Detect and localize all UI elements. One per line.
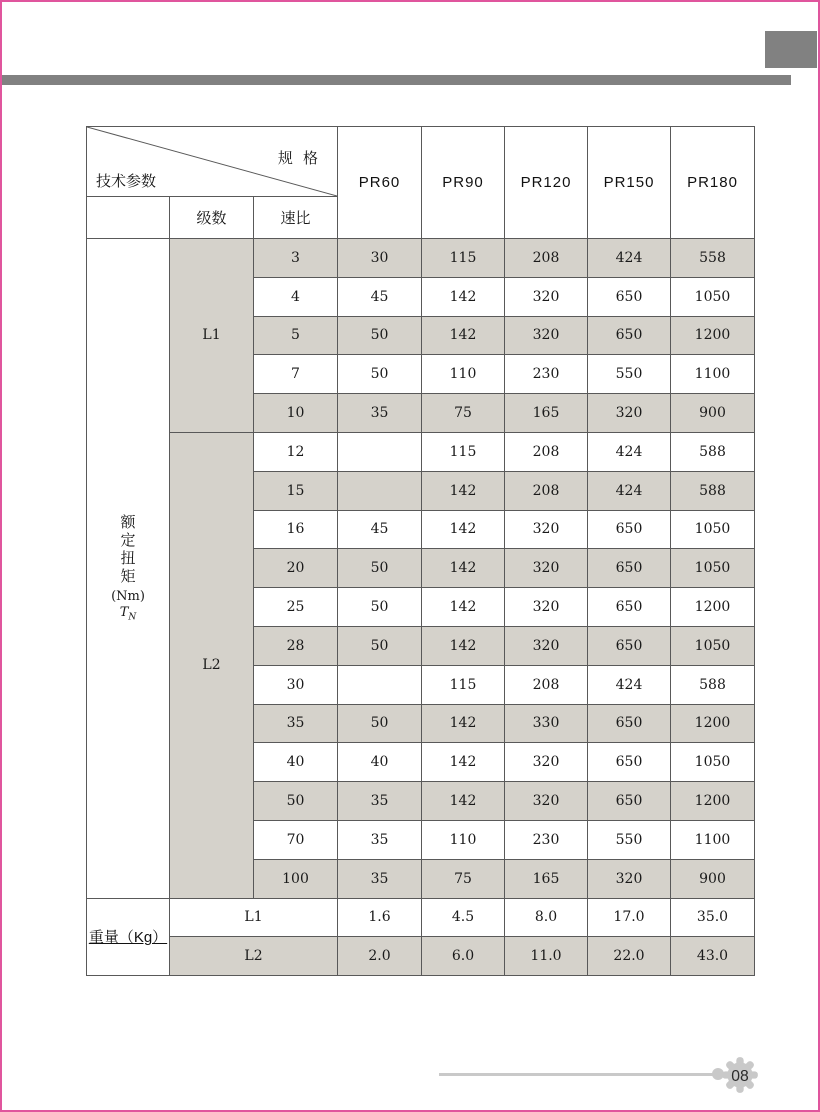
header-corner-block (765, 31, 817, 68)
torque-value-cell: 588 (671, 665, 755, 704)
ratio-cell: 70 (254, 820, 338, 859)
torque-value-cell: 650 (588, 626, 671, 665)
ratio-cell: 4 (254, 277, 338, 316)
torque-value-cell: 424 (588, 239, 671, 278)
torque-value-cell: 650 (588, 316, 671, 355)
torque-value-cell: 1050 (671, 277, 755, 316)
weight-row (87, 937, 755, 976)
torque-value-cell: 50 (338, 549, 422, 588)
weight-value-cell: 11.0 (505, 937, 588, 976)
torque-value-cell: 650 (588, 549, 671, 588)
torque-value-cell: 40 (338, 743, 422, 782)
ratio-cell: 100 (254, 859, 338, 898)
torque-value-cell: 208 (505, 432, 588, 471)
torque-value-cell: 650 (588, 277, 671, 316)
table-row (87, 432, 755, 471)
torque-value-cell: 320 (588, 394, 671, 433)
torque-value-cell: 115 (422, 665, 505, 704)
torque-value-cell: 320 (505, 510, 588, 549)
torque-value-cell: 320 (505, 316, 588, 355)
torque-value-cell: 558 (671, 239, 755, 278)
torque-value-cell: 1050 (671, 743, 755, 782)
torque-value-cell: 142 (422, 704, 505, 743)
ratio-cell: 50 (254, 782, 338, 821)
torque-value-cell: 650 (588, 743, 671, 782)
torque-value-cell: 588 (671, 432, 755, 471)
torque-value-cell: 1200 (671, 588, 755, 627)
ratio-cell: 30 (254, 665, 338, 704)
torque-value-cell: 320 (505, 277, 588, 316)
spec-label: 规 格 (277, 150, 321, 167)
torque-value-cell: 30 (338, 239, 422, 278)
torque-value-cell: 208 (505, 239, 588, 278)
weight-stage-cell: L1 (170, 898, 338, 937)
spec-table-body (87, 239, 755, 976)
ratio-cell: 10 (254, 394, 338, 433)
torque-value-cell: 330 (505, 704, 588, 743)
torque-value-cell: 35 (338, 820, 422, 859)
torque-value-cell: 424 (588, 432, 671, 471)
ratio-cell: 5 (254, 316, 338, 355)
torque-value-cell: 50 (338, 588, 422, 627)
torque-value-cell: 1100 (671, 355, 755, 394)
torque-value-cell: 900 (671, 394, 755, 433)
torque-value-cell: 320 (505, 782, 588, 821)
torque-value-cell: 650 (588, 588, 671, 627)
torque-value-cell: 424 (588, 665, 671, 704)
weight-value-cell: 17.0 (588, 898, 671, 937)
torque-value-cell: 1050 (671, 510, 755, 549)
ratio-cell: 35 (254, 704, 338, 743)
torque-value-cell: 230 (505, 355, 588, 394)
header-empty-cell (87, 197, 170, 239)
ratio-cell: 15 (254, 471, 338, 510)
torque-value-cell: 650 (588, 782, 671, 821)
weight-value-cell: 43.0 (671, 937, 755, 976)
ratio-cell: 28 (254, 626, 338, 665)
torque-value-cell: 650 (588, 510, 671, 549)
ratio-cell: 40 (254, 743, 338, 782)
torque-value-cell: 320 (505, 549, 588, 588)
weight-value-cell: 2.0 (338, 937, 422, 976)
torque-value-cell: 208 (505, 665, 588, 704)
page-number: 08 (731, 1067, 749, 1085)
tech-params-label: 技术参数 (96, 173, 157, 190)
torque-value-cell: 115 (422, 432, 505, 471)
weight-label: 重量（Kg） (88, 929, 168, 947)
weight-value-cell: 22.0 (588, 937, 671, 976)
column-header-pr150: PR150 (588, 127, 671, 239)
spec-table (86, 126, 755, 976)
torque-value-cell: 142 (422, 510, 505, 549)
header-rule-bar (2, 75, 791, 85)
torque-value-cell: 1200 (671, 782, 755, 821)
stage-group-cell: L1 (170, 239, 254, 433)
gear-icon (719, 1054, 761, 1096)
torque-value-cell: 165 (505, 859, 588, 898)
torque-value-cell: 35 (338, 859, 422, 898)
torque-value-cell: 75 (422, 859, 505, 898)
torque-value-cell: 165 (505, 394, 588, 433)
torque-value-cell: 424 (588, 471, 671, 510)
torque-value-cell: 900 (671, 859, 755, 898)
torque-value-cell: 650 (588, 704, 671, 743)
ratio-cell: 12 (254, 432, 338, 471)
torque-value-cell: 230 (505, 820, 588, 859)
stage-column-header: 级数 (170, 197, 254, 239)
torque-value-cell: 550 (588, 355, 671, 394)
weight-value-cell: 35.0 (671, 898, 755, 937)
torque-value-cell: 45 (338, 510, 422, 549)
torque-value-cell: 1050 (671, 626, 755, 665)
torque-value-cell: 320 (505, 626, 588, 665)
column-header-pr60: PR60 (338, 127, 422, 239)
weight-row (87, 898, 755, 937)
ratio-column-header: 速比 (254, 197, 338, 239)
torque-value-cell (338, 432, 422, 471)
torque-value-cell: 142 (422, 277, 505, 316)
torque-value-cell: 588 (671, 471, 755, 510)
torque-symbol: $T_N$ (119, 604, 137, 623)
torque-value-cell: 320 (505, 743, 588, 782)
torque-label: 额 定 扭 矩 (120, 513, 136, 585)
ratio-cell: 16 (254, 510, 338, 549)
torque-value-cell: 45 (338, 277, 422, 316)
torque-row-header (87, 239, 170, 899)
torque-value-cell: 142 (422, 588, 505, 627)
torque-value-cell: 142 (422, 782, 505, 821)
column-header-pr90: PR90 (422, 127, 505, 239)
ratio-cell: 25 (254, 588, 338, 627)
torque-value-cell: 1200 (671, 704, 755, 743)
weight-value-cell: 1.6 (338, 898, 422, 937)
torque-value-cell: 142 (422, 471, 505, 510)
torque-value-cell: 115 (422, 239, 505, 278)
torque-value-cell: 110 (422, 355, 505, 394)
torque-value-cell: 50 (338, 704, 422, 743)
torque-value-cell: 320 (588, 859, 671, 898)
torque-value-cell: 35 (338, 782, 422, 821)
footer-rule (439, 1073, 715, 1076)
torque-value-cell (338, 471, 422, 510)
torque-value-cell: 142 (422, 316, 505, 355)
torque-value-cell: 35 (338, 394, 422, 433)
torque-value-cell: 50 (338, 626, 422, 665)
ratio-cell: 20 (254, 549, 338, 588)
column-header-pr180: PR180 (671, 127, 755, 239)
torque-value-cell: 550 (588, 820, 671, 859)
ratio-cell: 3 (254, 239, 338, 278)
weight-value-cell: 8.0 (505, 898, 588, 937)
torque-value-cell: 208 (505, 471, 588, 510)
header-corner-cell (87, 127, 338, 197)
torque-value-cell: 320 (505, 588, 588, 627)
weight-value-cell: 6.0 (422, 937, 505, 976)
torque-value-cell: 75 (422, 394, 505, 433)
weight-row-header (87, 898, 170, 976)
torque-value-cell: 142 (422, 626, 505, 665)
torque-value-cell: 1050 (671, 549, 755, 588)
torque-value-cell: 50 (338, 316, 422, 355)
torque-value-cell: 142 (422, 743, 505, 782)
torque-value-cell: 110 (422, 820, 505, 859)
ratio-cell: 7 (254, 355, 338, 394)
torque-value-cell: 50 (338, 355, 422, 394)
torque-value-cell: 142 (422, 549, 505, 588)
torque-value-cell (338, 665, 422, 704)
weight-value-cell: 4.5 (422, 898, 505, 937)
stage-group-cell: L2 (170, 432, 254, 898)
weight-stage-cell: L2 (170, 937, 338, 976)
column-header-pr120: PR120 (505, 127, 588, 239)
torque-unit: (Nm) (111, 588, 145, 604)
table-row (87, 239, 755, 278)
torque-value-cell: 1200 (671, 316, 755, 355)
torque-value-cell: 1100 (671, 820, 755, 859)
